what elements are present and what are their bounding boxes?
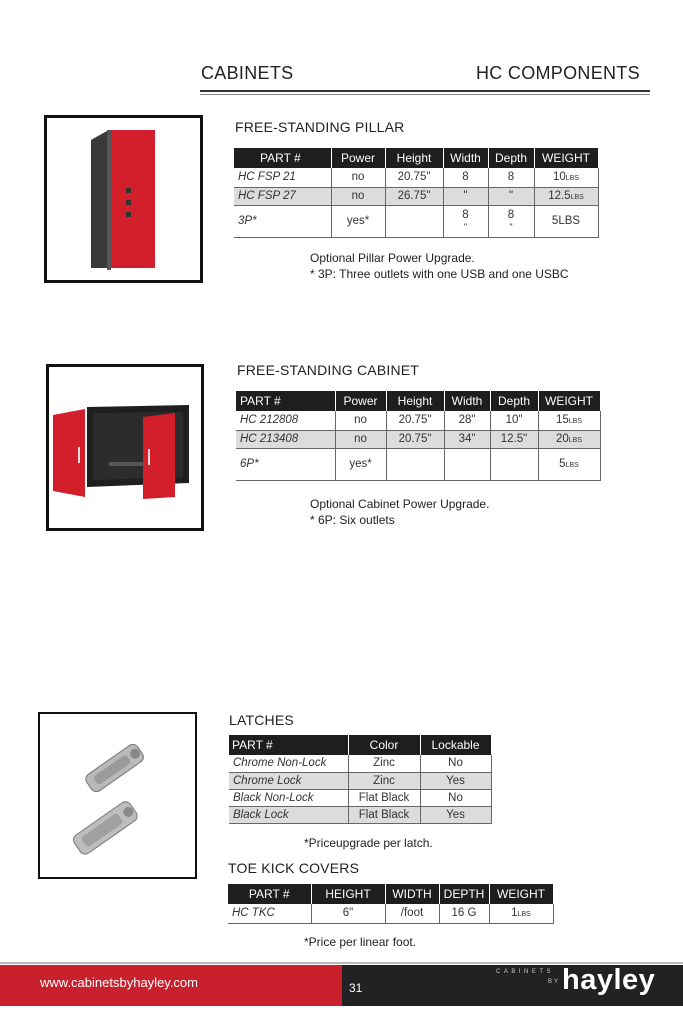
table-row <box>229 789 491 806</box>
latch-product-image <box>38 712 197 879</box>
table-row <box>228 904 553 923</box>
part-cell: Black Non-Lock <box>229 789 348 806</box>
table-row <box>234 187 598 205</box>
power-cell: no <box>331 168 385 187</box>
depth-cell <box>488 205 534 237</box>
part-cell: HC FSP 27 <box>234 187 331 205</box>
color-cell: Flat Black <box>348 806 420 823</box>
table-row <box>229 772 491 789</box>
power-cell: no <box>335 430 386 448</box>
col-header-weight: WEIGHT <box>489 884 553 904</box>
latch-illustration <box>40 714 195 877</box>
brand-logo-by: BY <box>548 979 561 985</box>
col-header-part: PART # <box>234 148 331 168</box>
weight-unit: LBS <box>517 911 531 919</box>
depth-cell <box>490 448 538 480</box>
col-header-height: Height <box>386 391 444 411</box>
height-cell <box>385 205 443 237</box>
cabinet-illustration <box>49 367 201 528</box>
weight-cell: 5LBS <box>534 205 598 237</box>
latches-spec-table <box>229 735 492 824</box>
color-cell: Zinc <box>348 772 420 789</box>
pillar-note-line-2: * 3P: Three outlets with one USB and one USBC <box>310 267 569 281</box>
toekick-section-title: TOE KICK COVERS <box>228 860 360 876</box>
pillar-spec-table <box>234 148 599 238</box>
col-header-power: Power <box>331 148 385 168</box>
height-cell: 20.75" <box>386 411 444 430</box>
depth-cell: 8 <box>488 168 534 187</box>
col-header-width: Width <box>444 391 490 411</box>
depth-value: 8 <box>507 209 515 221</box>
col-header-part: PART # <box>228 884 311 904</box>
height-cell: 26.75" <box>385 187 443 205</box>
part-cell: HC 212808 <box>236 411 335 430</box>
header-rule-thin <box>200 94 650 95</box>
width-cell: 8 <box>443 168 488 187</box>
table-row <box>236 411 600 430</box>
weight-value: 20 <box>555 433 569 445</box>
cabinet-note-line-2: * 6P: Six outlets <box>310 513 395 527</box>
website-link[interactable]: www.cabinetsbyhayley.com <box>40 975 198 990</box>
depth-cell: 16 G <box>439 904 489 923</box>
col-header-part: PART # <box>229 735 348 755</box>
table-row <box>234 205 598 237</box>
table-row <box>236 448 600 480</box>
height-cell <box>386 448 444 480</box>
part-cell: Black Lock <box>229 806 348 823</box>
weight-cell <box>538 430 600 448</box>
weight-cell <box>538 411 600 430</box>
weight-unit: LBS <box>565 175 580 183</box>
part-cell: 6P* <box>236 448 335 480</box>
cabinet-section-title: FREE-STANDING CABINET <box>237 362 420 378</box>
col-header-height: Height <box>385 148 443 168</box>
depth-cell: 12.5" <box>490 430 538 448</box>
width-cell <box>444 448 490 480</box>
weight-unit: LBS <box>568 437 583 444</box>
col-header-width: Width <box>443 148 488 168</box>
lockable-cell: No <box>420 755 491 772</box>
weight-cell <box>538 448 600 480</box>
toekick-note: *Price per linear foot. <box>304 935 417 949</box>
power-cell: yes* <box>335 448 386 480</box>
depth-cell: 10" <box>490 411 538 430</box>
cabinet-spec-table <box>236 391 601 481</box>
part-cell: Chrome Lock <box>229 772 348 789</box>
weight-cell <box>489 904 553 923</box>
part-cell: HC FSP 21 <box>234 168 331 187</box>
col-header-depth: DEPTH <box>439 884 489 904</box>
weight-cell <box>534 168 598 187</box>
pillar-product-image <box>44 115 203 283</box>
table-row <box>236 430 600 448</box>
width-unit: " <box>463 222 468 232</box>
latches-section-title: LATCHES <box>229 712 294 728</box>
col-header-power: Power <box>335 391 386 411</box>
part-cell: HC 213408 <box>236 430 335 448</box>
col-header-depth: Depth <box>488 148 534 168</box>
lockable-cell: Yes <box>420 806 491 823</box>
lockable-cell: No <box>420 789 491 806</box>
header-right-title: HC COMPONENTS <box>476 63 640 83</box>
width-cell: /foot <box>385 904 439 923</box>
table-row <box>229 755 491 772</box>
col-header-weight: WEIGHT <box>538 391 600 411</box>
col-header-weight: WEIGHT <box>534 148 598 168</box>
weight-value: 12.5 <box>548 190 571 202</box>
pillar-illustration <box>47 118 200 280</box>
col-header-depth: Depth <box>490 391 538 411</box>
pillar-note-line-1: Optional Pillar Power Upgrade. <box>310 251 475 265</box>
pillar-note <box>310 250 569 282</box>
brand-logo-cabinets: CABINETS <box>496 969 555 975</box>
depth-cell: " <box>488 187 534 205</box>
power-cell: no <box>335 411 386 430</box>
color-cell: Flat Black <box>348 789 420 806</box>
power-cell: yes* <box>331 205 385 237</box>
table-row <box>229 806 491 823</box>
part-cell: Chrome Non-Lock <box>229 755 348 772</box>
height-cell: 20.75" <box>385 168 443 187</box>
width-cell <box>443 205 488 237</box>
col-header-part: PART # <box>236 391 335 411</box>
color-cell: Zinc <box>348 755 420 772</box>
weight-unit: LBS <box>568 418 583 426</box>
weight-value: 15 <box>555 414 569 427</box>
cabinet-note-line-1: Optional Cabinet Power Upgrade. <box>310 497 490 511</box>
weight-value: 5 <box>559 458 566 470</box>
part-cell: 3P* <box>234 205 331 237</box>
table-row <box>234 168 598 187</box>
width-cell: " <box>443 187 488 205</box>
latches-note: *Priceupgrade per latch. <box>304 836 433 850</box>
header-rule <box>200 90 650 92</box>
col-header-height: HEIGHT <box>311 884 385 904</box>
width-value: 8 <box>462 209 469 221</box>
lockable-cell: Yes <box>420 772 491 789</box>
power-cell: no <box>331 187 385 205</box>
pillar-section-title: FREE-STANDING PILLAR <box>235 119 405 135</box>
width-cell: 34" <box>444 430 490 448</box>
part-cell: HC TKC <box>228 904 311 923</box>
depth-unit: " <box>509 222 513 232</box>
cabinet-product-image <box>46 364 204 531</box>
col-header-lockable: Lockable <box>420 735 491 755</box>
height-cell: 6" <box>311 904 385 923</box>
weight-value: 10 <box>552 171 566 184</box>
width-cell: 28" <box>444 411 490 430</box>
col-header-width: WIDTH <box>385 884 439 904</box>
weight-value: 1 <box>511 907 518 920</box>
weight-cell <box>534 187 598 205</box>
toekick-spec-table <box>228 884 554 924</box>
col-header-color: Color <box>348 735 420 755</box>
page-number: 31 <box>349 981 363 995</box>
weight-unit: LBS <box>565 462 579 469</box>
weight-unit: LBS <box>570 194 584 201</box>
header-left-title: CABINETS <box>201 63 294 83</box>
brand-logo: hayley <box>562 964 656 996</box>
height-cell: 20.75" <box>386 430 444 448</box>
cabinet-note <box>310 496 489 528</box>
